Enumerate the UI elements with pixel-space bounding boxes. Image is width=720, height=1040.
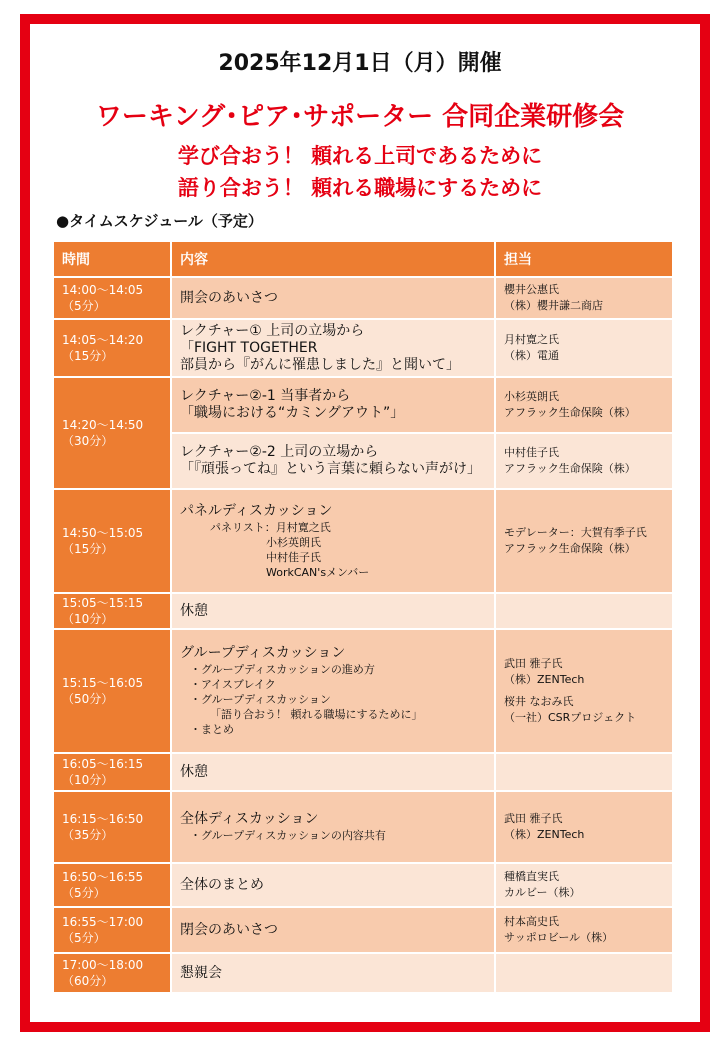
- content-cell: 開会のあいさつ: [171, 277, 495, 319]
- person-cell: 櫻井公惠氏 （株）櫻井謙二商店: [495, 277, 673, 319]
- person-cell: 武田 雅子氏 （株）ZENTech: [495, 791, 673, 863]
- content-cell: 休憩: [171, 753, 495, 791]
- header-person: 担当: [495, 241, 673, 277]
- table-row: [53, 319, 673, 377]
- content-cell: レクチャー②-2 上司の立場から 「『頑張ってね』という言葉に頼らない声がけ」: [171, 433, 495, 489]
- time-cell: 15:15～16:05 （50分）: [53, 629, 171, 753]
- table-row: [53, 953, 673, 993]
- content-cell: グループディスカッション ・グループディスカッションの進め方 ・アイスブレイク ・グループディスカッション 「語り合おう！ 頼れる職場にするために」 ・まとめ: [171, 629, 495, 753]
- event-date: 2025年12月1日（月）開催: [218, 51, 502, 76]
- person-cell: 中村佳子氏 アフラック生命保険（株）: [495, 433, 673, 489]
- header-content: 内容: [171, 241, 495, 277]
- time-cell: 14:00～14:05 （5分）: [53, 277, 171, 319]
- table-row: [53, 277, 673, 319]
- time-cell: 15:05～15:15 （10分）: [53, 593, 171, 629]
- person-cell: モデレーター：大賀有季子氏 アフラック生命保険（株）: [495, 489, 673, 593]
- person-cell: 武田 雅子氏 （株）ZENTech 桜井 なおみ氏 （一社）CSRプロジェクト: [495, 629, 673, 753]
- content-cell: レクチャー① 上司の立場から 「FIGHT TOGETHER 部員から『がんに罹患しました』と聞いて」: [171, 319, 495, 377]
- section-title: ●タイムスケジュール（予定）: [56, 212, 263, 230]
- table-header-row: [53, 241, 673, 277]
- content-cell: 全体のまとめ: [171, 863, 495, 907]
- content-cell: 全体ディスカッション ・グループディスカッションの内容共有: [171, 791, 495, 863]
- table-row: [53, 753, 673, 791]
- content-cell: 懇親会: [171, 953, 495, 993]
- person-cell: 村本高史氏 サッポロビール（株）: [495, 907, 673, 953]
- content-cell: 休憩: [171, 593, 495, 629]
- person-cell: [495, 593, 673, 629]
- person-cell: 種橋直実氏 カルビー（株）: [495, 863, 673, 907]
- person-cell: [495, 953, 673, 993]
- time-cell: 16:05～16:15 （10分）: [53, 753, 171, 791]
- content-cell: 閉会のあいさつ: [171, 907, 495, 953]
- schedule-table: [52, 240, 674, 994]
- event-subtitle-2: 語り合おう！ 頼れる職場にするために: [177, 176, 543, 200]
- event-subtitle-1: 学び合おう！ 頼れる上司であるために: [177, 144, 543, 168]
- table-row: [53, 863, 673, 907]
- table-row: [53, 791, 673, 863]
- content-cell: レクチャー②-1 当事者から 「職場における“カミングアウト”」: [171, 377, 495, 433]
- time-cell: 14:20～14:50 （30分）: [53, 377, 171, 489]
- time-cell: 16:15～16:50 （35分）: [53, 791, 171, 863]
- time-cell: 14:05～14:20 （15分）: [53, 319, 171, 377]
- table-row: [53, 489, 673, 593]
- table-row: [53, 629, 673, 753]
- time-cell: 16:55～17:00 （5分）: [53, 907, 171, 953]
- header-time: 時間: [53, 241, 171, 277]
- table-row: [53, 907, 673, 953]
- table-row: [53, 377, 673, 433]
- event-title: ワーキング･ピア･サポーター 合同企業研修会: [95, 102, 625, 132]
- time-cell: 16:50～16:55 （5分）: [53, 863, 171, 907]
- person-cell: 月村寛之氏 （株）電通: [495, 319, 673, 377]
- time-cell: 17:00～18:00 （60分）: [53, 953, 171, 993]
- time-cell: 14:50～15:05 （15分）: [53, 489, 171, 593]
- table-row: [53, 593, 673, 629]
- content-cell: パネルディスカッション パネリスト：月村寛之氏 小杉英朗氏 中村佳子氏 WorkCAN'sメンバー: [171, 489, 495, 593]
- person-cell: 小杉英朗氏 アフラック生命保険（株）: [495, 377, 673, 433]
- person-cell: [495, 753, 673, 791]
